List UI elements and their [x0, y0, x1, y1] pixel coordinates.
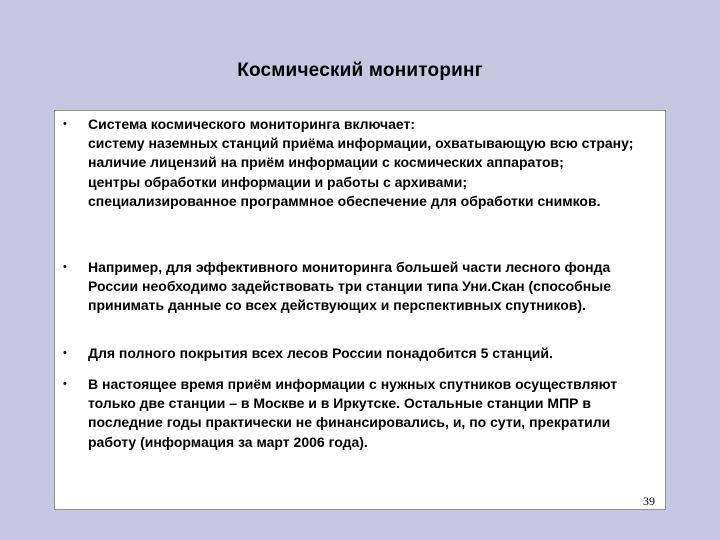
bullet-icon: •	[63, 347, 67, 359]
bullet-icon: •	[63, 118, 67, 130]
bullet-item	[55, 115, 665, 255]
bullet-icon: •	[63, 378, 67, 390]
bullet-text: Система космического мониторинга включает: систему наземных станций приёма информации, охватывающую всю страну; наличие лицензий на приём информации с космических аппаратов; центры обработки информации и работы с архивами; специализированное программное обеспечение для обработки снимков.	[88, 116, 634, 209]
bullet-text: В настоящее время приём информации с нужных спутников осуществляют только две станции – в Москве и в Иркутске. Остальные станции МПР в последние годы практически не финансировались, и, по сути, прекратили работу (информация за март 2006 года).	[88, 376, 618, 450]
bullet-item	[55, 344, 665, 366]
bullet-text: Для полного покрытия всех лесов России понадобится 5 станций.	[88, 345, 553, 361]
bullet-text: Например, для эффективного мониторинга большей части лесного фонда России необходимо задействовать три станции типа Уни.Скан (способные принимать данные со всех действующих и перспективных спутников).	[88, 259, 611, 314]
content-box	[54, 110, 666, 510]
slide-number: 39	[643, 494, 655, 508]
bullet-item	[55, 258, 665, 338]
slide-title: Космический мониторинг	[237, 60, 483, 81]
bullet-item	[55, 375, 665, 475]
bullet-icon: •	[63, 261, 67, 273]
